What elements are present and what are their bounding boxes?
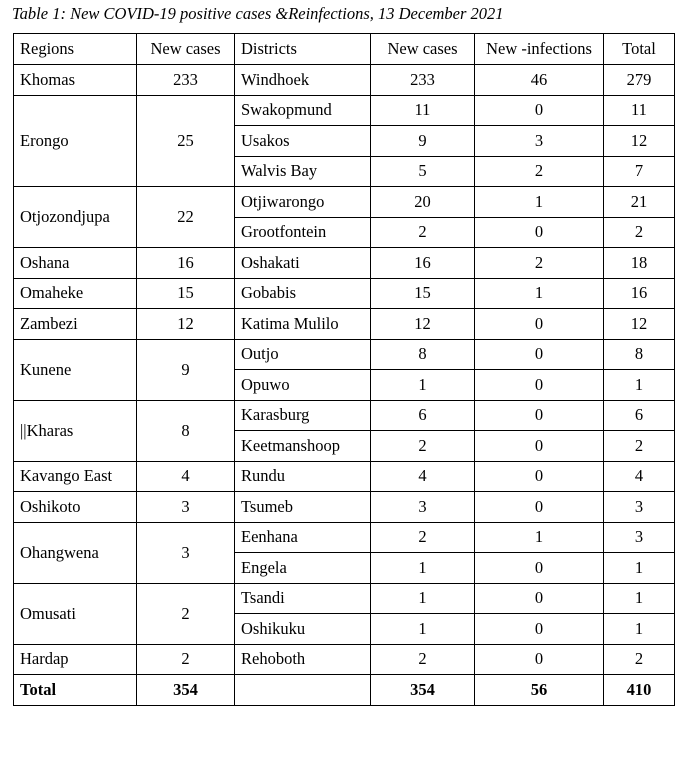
district-name: Walvis Bay [235,156,371,187]
district-total: 3 [604,522,675,553]
district-name: Outjo [235,339,371,370]
district-new-cases: 2 [371,644,475,675]
district-reinfections: 0 [475,553,604,584]
region-new-cases: 4 [137,461,235,492]
district-reinfections: 0 [475,217,604,248]
district-new-cases: 233 [371,65,475,96]
district-total: 2 [604,644,675,675]
region-new-cases: 8 [137,400,235,461]
district-new-cases: 1 [371,583,475,614]
region-new-cases: 2 [137,644,235,675]
header-reinfections: New -infections [475,34,604,65]
district-name: Keetmanshoop [235,431,371,462]
district-name: Katima Mulilo [235,309,371,340]
region-new-cases: 22 [137,187,235,248]
district-total: 16 [604,278,675,309]
district-new-cases: 20 [371,187,475,218]
district-total: 12 [604,309,675,340]
district-total: 279 [604,65,675,96]
district-new-cases: 1 [371,614,475,645]
table-row [14,248,675,279]
district-total: 12 [604,126,675,157]
district-new-cases: 11 [371,95,475,126]
region-name: Omusati [14,583,137,644]
district-new-cases: 8 [371,339,475,370]
table-caption: Table 1: New COVID-19 positive cases &Reinfections, 13 December 2021 [12,4,504,23]
district-reinfections: 0 [475,614,604,645]
header-districts: Districts [235,34,371,65]
district-reinfections: 0 [475,400,604,431]
total-total: 410 [604,675,675,706]
region-name: ||Kharas [14,400,137,461]
district-total: 21 [604,187,675,218]
district-name: Opuwo [235,370,371,401]
district-total: 7 [604,156,675,187]
district-name: Rehoboth [235,644,371,675]
district-reinfections: 1 [475,278,604,309]
district-total: 2 [604,431,675,462]
table-row [14,339,675,370]
region-name: Kavango East [14,461,137,492]
table-row [14,492,675,523]
district-total: 2 [604,217,675,248]
district-name: Oshikuku [235,614,371,645]
district-reinfections: 0 [475,309,604,340]
table-row [14,187,675,218]
region-name: Oshana [14,248,137,279]
district-name: Otjiwarongo [235,187,371,218]
table-row [14,65,675,96]
district-reinfections: 2 [475,156,604,187]
district-new-cases: 2 [371,431,475,462]
table-row [14,400,675,431]
region-new-cases: 3 [137,522,235,583]
district-reinfections: 0 [475,95,604,126]
region-new-cases: 12 [137,309,235,340]
district-name: Karasburg [235,400,371,431]
region-new-cases: 16 [137,248,235,279]
district-new-cases: 16 [371,248,475,279]
district-total: 4 [604,461,675,492]
region-name: Khomas [14,65,137,96]
region-name: Kunene [14,339,137,400]
district-new-cases: 1 [371,553,475,584]
district-new-cases: 2 [371,217,475,248]
district-reinfections: 0 [475,370,604,401]
region-name: Erongo [14,95,137,187]
district-new-cases: 2 [371,522,475,553]
table-row [14,309,675,340]
district-name: Eenhana [235,522,371,553]
district-name: Engela [235,553,371,584]
district-new-cases: 6 [371,400,475,431]
district-new-cases: 12 [371,309,475,340]
district-reinfections: 2 [475,248,604,279]
district-total: 1 [604,553,675,584]
district-name: Tsumeb [235,492,371,523]
region-new-cases: 15 [137,278,235,309]
district-reinfections: 1 [475,187,604,218]
region-new-cases: 9 [137,339,235,400]
table-row [14,278,675,309]
district-name: Windhoek [235,65,371,96]
district-total: 18 [604,248,675,279]
district-total: 1 [604,370,675,401]
table-row [14,583,675,614]
header-new-cases: New cases [137,34,235,65]
district-new-cases: 4 [371,461,475,492]
district-new-cases: 5 [371,156,475,187]
region-new-cases: 233 [137,65,235,96]
header-row [14,34,675,65]
region-new-cases: 2 [137,583,235,644]
region-name: Zambezi [14,309,137,340]
district-total: 11 [604,95,675,126]
table-body [14,34,675,706]
district-name: Usakos [235,126,371,157]
total-districts-empty [235,675,371,706]
total-row [14,675,675,706]
district-name: Tsandi [235,583,371,614]
district-reinfections: 0 [475,644,604,675]
district-name: Oshakati [235,248,371,279]
region-name: Hardap [14,644,137,675]
district-reinfections: 46 [475,65,604,96]
district-total: 6 [604,400,675,431]
total-new-cases: 354 [137,675,235,706]
total-reinfections: 56 [475,675,604,706]
district-name: Rundu [235,461,371,492]
district-reinfections: 0 [475,461,604,492]
table-row [14,461,675,492]
header-regions: Regions [14,34,137,65]
district-name: Grootfontein [235,217,371,248]
covid-cases-table [13,33,675,706]
region-name: Ohangwena [14,522,137,583]
district-new-cases: 9 [371,126,475,157]
district-name: Swakopmund [235,95,371,126]
district-reinfections: 3 [475,126,604,157]
district-new-cases: 15 [371,278,475,309]
district-total: 8 [604,339,675,370]
district-total: 1 [604,583,675,614]
table-row [14,95,675,126]
district-reinfections: 1 [475,522,604,553]
table-row [14,644,675,675]
district-reinfections: 0 [475,431,604,462]
district-total: 1 [604,614,675,645]
district-new-cases: 1 [371,370,475,401]
region-new-cases: 3 [137,492,235,523]
header-total: Total [604,34,675,65]
district-reinfections: 0 [475,339,604,370]
district-reinfections: 0 [475,492,604,523]
district-total: 3 [604,492,675,523]
region-new-cases: 25 [137,95,235,187]
total-label: Total [14,675,137,706]
district-name: Gobabis [235,278,371,309]
header-district-new-cases: New cases [371,34,475,65]
region-name: Omaheke [14,278,137,309]
total-district-new-cases: 354 [371,675,475,706]
table-row [14,522,675,553]
district-new-cases: 3 [371,492,475,523]
region-name: Oshikoto [14,492,137,523]
district-reinfections: 0 [475,583,604,614]
region-name: Otjozondjupa [14,187,137,248]
